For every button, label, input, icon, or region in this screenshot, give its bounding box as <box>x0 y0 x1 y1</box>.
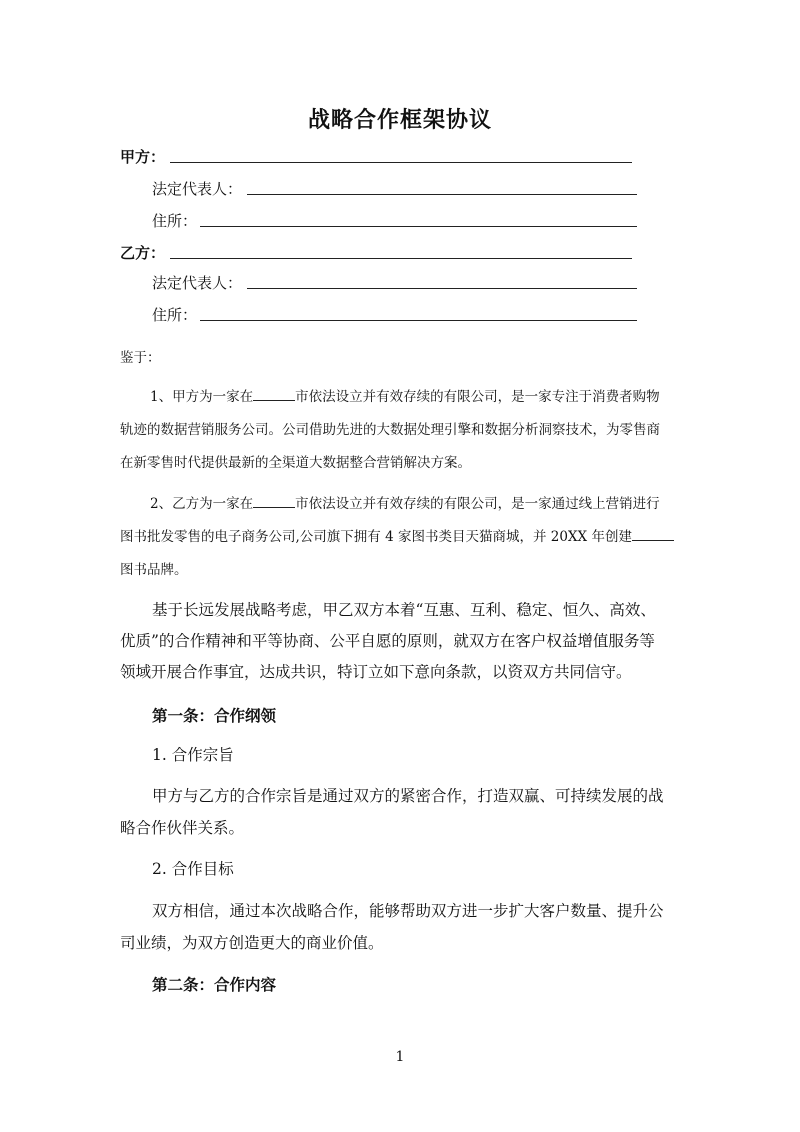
paragraph-1-line-3: 在新零售时代提供最新的全渠道大数据整合营销解决方案。 <box>120 455 471 471</box>
paragraph-2-line-1: 2、乙方为一家在 市依法设立并有效存续的有限公司，是一家通过线上营销进行 <box>150 496 660 512</box>
paragraph-3-line-2: 优质”的合作精神和平等协商、公平自愿的原则，就双方在客户权益增值服务等 <box>120 632 655 650</box>
article-2-heading: 第二条：合作内容 <box>152 975 277 994</box>
party-a-label: 甲方： <box>120 148 166 166</box>
party-a-addr-fill-line <box>200 226 637 227</box>
party-a-rep-fill-line <box>247 194 637 195</box>
paragraph-3-line-1: 基于长远发展战略考虑，甲乙双方本着“互惠、互利、稳定、恒久、高效、 <box>152 601 656 619</box>
paragraph-2-line-2: 图书批发零售的电子商务公司,公司旗下拥有 4 家图书类目天猫商城，并 20XX 年创建 <box>120 525 674 545</box>
page-number: 1 <box>395 1049 405 1065</box>
party-a-addr-label: 住所： <box>152 212 198 230</box>
article-1-heading: 第一条：合作纲领 <box>152 706 277 725</box>
article-1-section-1-line-2: 略合作伙伴关系。 <box>120 819 245 837</box>
article-1-section-2-line-2: 司业绩，为双方创造更大的商业价值。 <box>120 934 384 952</box>
paragraph-1-line-1: 1、甲方为一家在 市依法设立并有效存续的有限公司，是一家专注于消费者购物 <box>150 389 660 405</box>
brand-blank-line <box>632 528 674 541</box>
city-blank-line <box>253 388 295 401</box>
party-b-label: 乙方： <box>120 244 166 262</box>
city-blank-line <box>253 495 295 508</box>
article-1-section-2-title: 2. 合作目标 <box>152 860 234 878</box>
party-a-fill-line <box>170 162 632 163</box>
article-1-section-2-line-1: 双方相信，通过本次战略合作，能够帮助双方进一步扩大客户数量、提升公 <box>152 902 664 920</box>
paragraph-3-line-3: 领域开展合作事宜，达成共识，特订立如下意向条款，以资双方共同信守。 <box>120 663 632 681</box>
party-a-rep-label: 法定代表人： <box>152 180 243 198</box>
party-b-addr-fill-line <box>200 320 637 321</box>
paragraph-1-line-2: 轨迹的数据营销服务公司。公司借助先进的大数据处理引擎和数据分析洞察技术，为零售商 <box>120 422 660 438</box>
article-1-section-1-title: 1. 合作宗旨 <box>152 746 234 764</box>
article-1-section-1-line-1: 甲方与乙方的合作宗旨是通过双方的紧密合作，打造双赢、可持续发展的战 <box>152 787 664 805</box>
paragraph-2-line-3: 图书品牌。 <box>120 562 188 578</box>
party-b-rep-fill-line <box>247 288 637 289</box>
party-b-fill-line <box>170 258 632 259</box>
party-b-rep-label: 法定代表人： <box>152 274 243 292</box>
whereas-label: 鉴于： <box>120 350 161 366</box>
document-title: 战略合作框架协议 <box>307 107 492 133</box>
party-b-addr-label: 住所： <box>152 306 198 324</box>
